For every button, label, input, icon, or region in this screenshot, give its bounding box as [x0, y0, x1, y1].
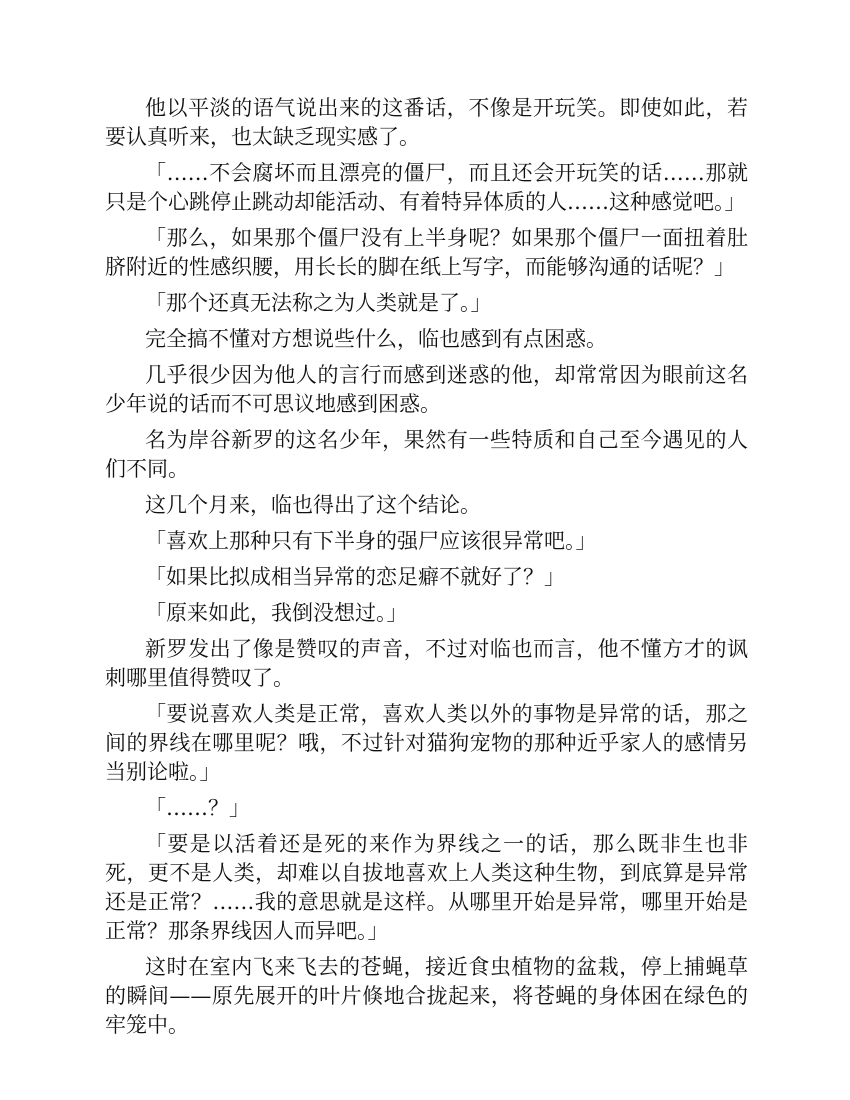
- paragraph-4: 「那个还真无法称之为人类就是了。」: [145, 291, 492, 315]
- paragraph-14: 「……？」: [145, 796, 250, 820]
- paragraph-2: 「……不会腐坏而且漂亮的僵尸，而且还会开玩笑的话……那就只是个心跳停止跳动却能活动、有着特异体质的人……这种感觉吧。」: [105, 161, 748, 214]
- paragraph-1: 他以平淡的语气说出来的这番话，不像是开玩笑。即使如此，若要认真听来，也太缺乏现实感了。: [105, 96, 748, 149]
- paragraph-9: 「喜欢上那种只有下半身的强尸应该很异常吧。」: [145, 529, 597, 553]
- paragraph-11: 「原来如此，我倒没想过。」: [145, 601, 408, 625]
- paragraph-7: 名为岸谷新罗的这名少年，果然有一些特质和自己至今遇见的人们不同。: [105, 428, 748, 481]
- paragraph-5: 完全搞不懂对方想说些什么，临也感到有点困惑。: [145, 327, 607, 351]
- paragraph-3: 「那么，如果那个僵尸没有上半身呢？如果那个僵尸一面扭着肚脐附近的性感织腰，用长长的脚在纸上写字，而能够沟通的话呢？」: [105, 226, 748, 279]
- paragraph-16: 这时在室内飞来飞去的苍蝇，接近食虫植物的盆栽，停上捕蝇草的瞬间——原先展开的叶片倏地合拢起来，将苍蝇的身体困在绿色的牢笼中。: [105, 955, 748, 1037]
- paragraph-13: 「要说喜欢人类是正常，喜欢人类以外的事物是异常的话，那之间的界线在哪里呢？哦，不过针对猫狗宠物的那种近乎家人的感情另当别论啦。」: [105, 702, 748, 784]
- paragraph-10: 「如果比拟成相当异常的恋足癖不就好了？」: [145, 565, 565, 589]
- paragraph-12: 新罗发出了像是赞叹的声音，不过对临也而言，他不懂方才的讽刺哪里值得赞叹了。: [105, 637, 748, 690]
- paragraph-8: 这几个月来，临也得出了这个结论。: [145, 493, 481, 517]
- document-page: [105, 94, 748, 1047]
- paragraph-6: 几乎很少因为他人的言行而感到迷惑的他，却常常因为眼前这名少年说的话而不可思议地感到困惑。: [105, 363, 748, 416]
- paragraph-15: 「要是以活着还是死的来作为界线之一的话，那么既非生也非死，更不是人类，却难以自拔地喜欢上人类这种生物，到底算是异常还是正常？……我的意思就是这样。从哪里开始是异常，哪里开始是正常？那条界线因人而异吧。」: [105, 832, 748, 943]
